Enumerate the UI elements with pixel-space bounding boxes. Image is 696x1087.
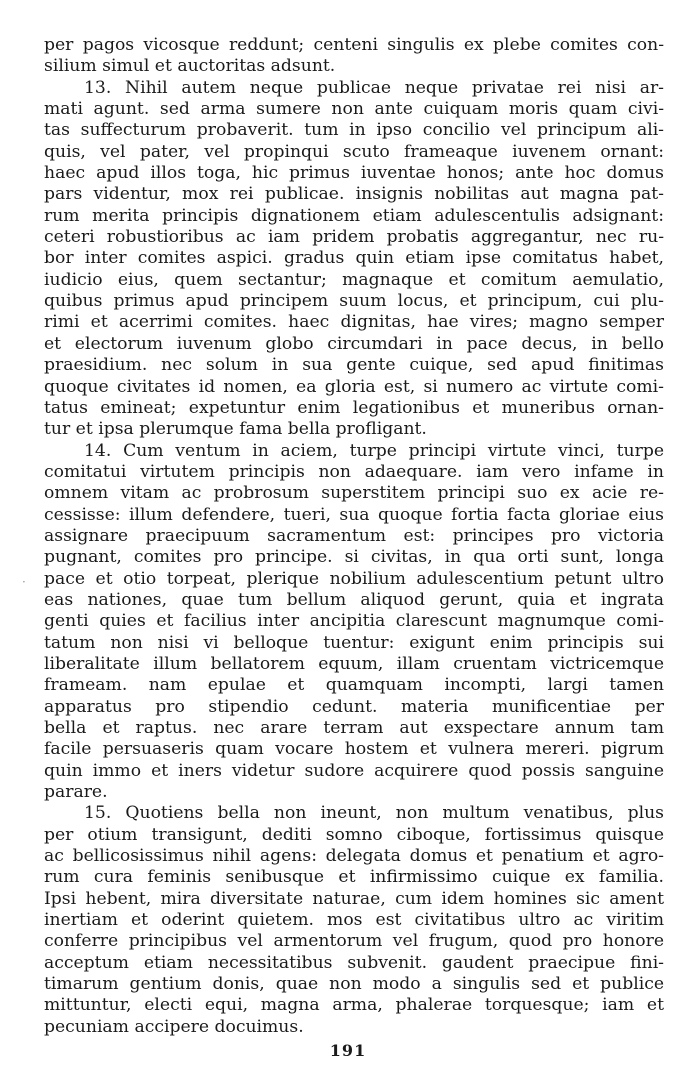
text-line: liberalitate illum bellatorem equum, illam cruentam victricemque bbox=[44, 653, 664, 674]
text-line: pars videntur, mox rei publicae. insignis nobilitas aut magna pat- bbox=[44, 184, 664, 205]
text-line: Ipsi hebent, mira diversitate naturae, cum idem homines sic ament bbox=[44, 888, 664, 909]
text-line: quoque civitates id nomen, ea gloria est, si numero ac virtute comi- bbox=[44, 376, 664, 397]
text-line: haec apud illos toga, hic primus iuventae honos; ante hoc domus bbox=[44, 163, 664, 184]
text-line: tatus emineat; expetuntur enim legationibus et muneribus ornan- bbox=[44, 397, 664, 418]
text-line: timarum gentium donis, quae non modo a singulis sed et publice bbox=[44, 974, 664, 995]
text-line: genti quies et facilius inter ancipitia clarescunt magnumque comi- bbox=[44, 611, 664, 632]
text-line: silium simul et auctoritas adsunt. bbox=[44, 56, 336, 77]
text-line: quibus primus apud principem suum locus, et principum, cui plu- bbox=[44, 291, 664, 312]
text-line: ceteri robustioribus ac iam pridem probatis aggregantur, nec ru- bbox=[44, 227, 664, 248]
text-line: pugnant, comites pro principe. si civitas, in qua orti sunt, longa bbox=[44, 547, 664, 568]
text-line: cessisse: illum defendere, tueri, sua quoque fortia facta gloriae eius bbox=[44, 504, 664, 525]
text-line: mati agunt. sed arma sumere non ante cuiquam moris quam civi- bbox=[44, 99, 664, 120]
body-text bbox=[44, 35, 664, 1038]
text-line: per pagos vicosque reddunt; centeni singulis ex plebe comites con- bbox=[44, 35, 664, 55]
text-line: quin immo et iners videtur sudore acquirere quod possis sanguine bbox=[44, 760, 664, 781]
text-line: omnem vitam ac probrosum superstitem principi suo ex acie re- bbox=[44, 483, 664, 504]
text-line: bella et raptus. nec arare terram aut exspectare annum tam bbox=[44, 718, 664, 738]
text-line: mittuntur, electi equi, magna arma, phalerae torquesque; iam et bbox=[44, 995, 664, 1016]
text-line: facile persuaseris quam vocare hostem et vulnera mereri. pigrum bbox=[44, 739, 664, 760]
margin-mark: · bbox=[22, 575, 26, 589]
text-line: ac bellicosissimus nihil agens: delegata domus et penatium et agro- bbox=[44, 846, 664, 867]
text-line: quis, vel pater, vel propinqui scuto frameaque iuvenem ornant: bbox=[44, 141, 664, 162]
text-line: eas nationes, quae tum bellum aliquod gerunt, quia et ingrata bbox=[44, 589, 664, 610]
text-line: tas suffecturum probaverit. tum in ipso concilio vel principum ali- bbox=[44, 120, 664, 141]
text-line: parare. bbox=[44, 782, 108, 803]
text-line: inertiam et oderint quietem. mos est civitatibus ultro ac viritim bbox=[44, 910, 664, 931]
text-line: conferre principibus vel armentorum vel frugum, quod pro honore bbox=[44, 931, 664, 952]
text-line: frameam. nam epulae et quamquam incompti, largi tamen bbox=[44, 675, 664, 696]
text-line: iudicio eius, quem sectantur; magnaque et comitum aemulatio, bbox=[44, 269, 664, 290]
text-line: rum merita principis dignationem etiam adulescentulis adsignant: bbox=[44, 205, 664, 226]
text-line: tatum non nisi vi belloque tuentur: exigunt enim principis sui bbox=[44, 632, 664, 653]
text-line: praesidium. nec solum in sua gente cuique, sed apud finitimas bbox=[44, 355, 664, 376]
text-line: bor inter comites aspici. gradus quin etiam ipse comitatus habet, bbox=[44, 248, 664, 269]
text-line: acceptum etiam necessitatibus subvenit. gaudent praecipue fini- bbox=[44, 952, 664, 973]
text-line: 14. Cum ventum in aciem, turpe principi virtute vinci, turpe bbox=[84, 440, 664, 461]
text-line: tur et ipsa plerumque fama bella profligant. bbox=[44, 419, 427, 440]
text-line: comitatui virtutem principis non adaequare. iam vero infame in bbox=[44, 461, 664, 482]
text-line: apparatus pro stipendio cedunt. materia munificentiae per bbox=[44, 696, 664, 717]
text-line: rimi et acerrimi comites. haec dignitas, hae vires; magno semper bbox=[44, 312, 664, 333]
text-line: pecuniam accipere docuimus. bbox=[44, 1016, 304, 1037]
text-line: et electorum iuvenum globo circumdari in pace decus, in bello bbox=[44, 333, 664, 354]
text-line: 15. Quotiens bella non ineunt, non multum venatibus, plus bbox=[84, 803, 664, 824]
page-number: 191 bbox=[329, 1041, 367, 1060]
text-line: 13. Nihil autem neque publicae neque privatae rei nisi ar- bbox=[84, 77, 664, 98]
text-line: assignare praecipuum sacramentum est: principes pro victoria bbox=[44, 525, 664, 546]
text-line: pace et otio torpeat, plerique nobilium adulescentium petunt ultro bbox=[44, 568, 664, 589]
text-line: rum cura feminis senibusque et infirmissimo cuique ex familia. bbox=[44, 867, 664, 888]
text-line: per otium transigunt, dediti somno ciboque, fortissimus quisque bbox=[44, 824, 664, 845]
